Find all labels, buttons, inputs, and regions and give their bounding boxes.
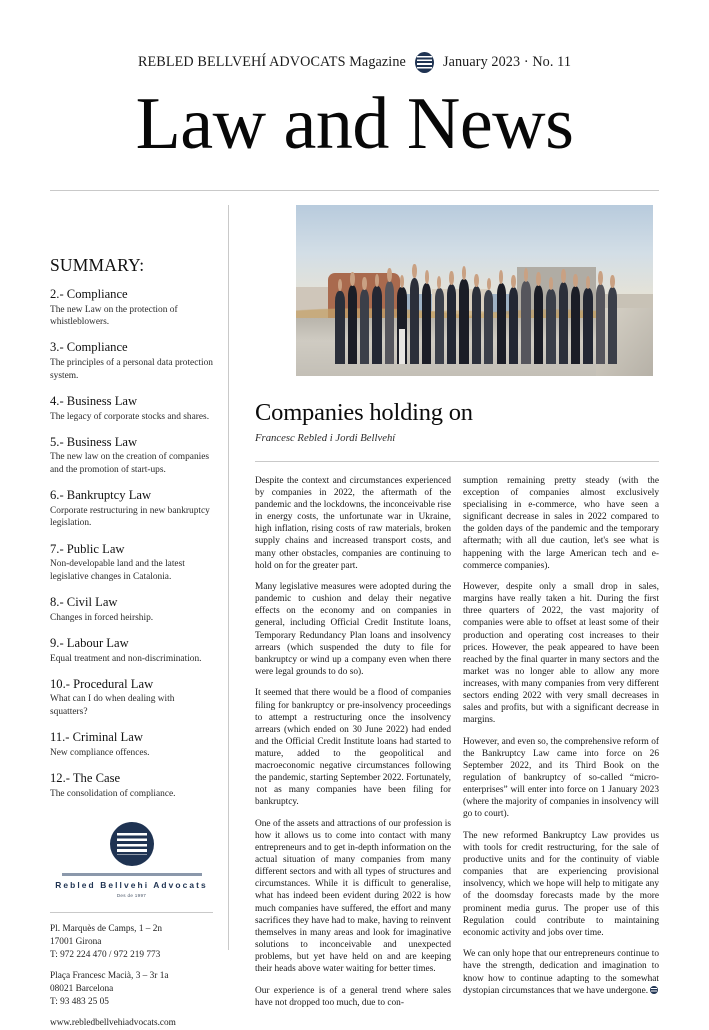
sidebar bbox=[50, 205, 213, 1030]
summary-item[interactable] bbox=[50, 435, 213, 477]
article-paragraph: Despite the context and circumstances experienced by companies in 2022, the aftermath of the pandemic and the lockdowns, the inconceivable rise in energy costs, the unfortunate war in Ukraine, high inflation, rising costs of raw materials, broken supply chains and increased transport costs, and many other obstacles, companies are continuing to hold on for the greater part. bbox=[255, 475, 451, 571]
summary-item-title: 5.- Business Law bbox=[50, 434, 138, 449]
masthead-divider bbox=[50, 190, 659, 191]
article-paragraph: However, despite only a small drop in sales, margins have really taken a hit. During the first three quarters of 2022, the vast majority of companies were able to offset at least some of their production and operating cost increases to their prices. However, the peak appeared to have been reached by the final quarter in many sectors and the market was no longer able to allow any more increases, with many companies from very different sectors ending 2022 with very small decreases in sales and profits, but with a significant decrease in margins. bbox=[463, 582, 659, 726]
summary-item[interactable] bbox=[50, 394, 213, 423]
summary-item-title: 10.- Procedural Law bbox=[50, 676, 154, 691]
summary-item-title: 2.- Compliance bbox=[50, 287, 128, 301]
summary-item[interactable] bbox=[50, 730, 213, 759]
summary-item-title: 3.- Compliance bbox=[50, 340, 128, 355]
summary-item-desc: The legacy of corporate stocks and shares. bbox=[50, 411, 210, 422]
office-girona bbox=[50, 923, 213, 961]
article-columns bbox=[255, 475, 659, 1018]
summary-item-title: 4.- Business Law bbox=[50, 393, 138, 408]
office-phone: T: 93 483 25 05 bbox=[50, 996, 109, 1007]
summary-item[interactable] bbox=[50, 677, 213, 719]
summary-item[interactable] bbox=[50, 287, 213, 329]
article bbox=[255, 205, 659, 1018]
summary-item-desc: Corporate restructuring in new bankruptcy legislation. bbox=[50, 505, 210, 529]
page-title: Law and News bbox=[135, 83, 574, 165]
summary-item-desc: What can I do when dealing with squatters? bbox=[50, 694, 175, 717]
summary-item[interactable] bbox=[50, 488, 213, 530]
office-city: 17001 Girona bbox=[50, 937, 102, 947]
office-barcelona bbox=[50, 970, 213, 1008]
office-street: Pl. Marquès de Camps, 1 – 2n bbox=[50, 924, 163, 935]
website-link[interactable]: www.rebledbellvehiadvocats.com bbox=[50, 1018, 176, 1029]
masthead-line bbox=[50, 52, 659, 73]
article-paragraph-text: We can only hope that our entrepreneurs continue to have the strength, dedication and imagination to know how to continue adapting to the somewhat dystopian circumstances that we have undergone. bbox=[463, 949, 659, 996]
summary-item-desc: Non-developable land and the latest legislative changes in Catalonia. bbox=[50, 559, 185, 582]
masthead bbox=[50, 52, 659, 165]
article-paragraph: Many legislative measures were adopted during the pandemic to cushion and delay their negative effects on the economy and on companies in general, including Official Credit Institute loans, Temporary Redundancy Plan loans and insolvency arrears (which suspended the duty to file for bankruptcy or wind up a company even when there were legal grounds to do so). bbox=[255, 582, 451, 677]
contact-block bbox=[50, 923, 213, 1030]
summary-item-desc: The principles of a personal data protection system. bbox=[50, 358, 213, 381]
article-paragraph: It seemed that there would be a flood of companies filing for bankruptcy or pre-insolvency proceedings to attempt a restructuring once the insolvency arrears (which ended on 30 June 2022) had ended and the Official Credit Institute loans had started to mature, added to the geopolitical and macroeconomic negative circumstances following the pandemic, starting September 2022. Fortunately, not as many companies have been filing for bankruptcy. bbox=[255, 688, 451, 808]
firm-logo-block bbox=[50, 822, 213, 898]
summary-heading: SUMMARY: bbox=[50, 255, 145, 275]
striped-circle-logo-icon bbox=[110, 822, 154, 866]
article-paragraph: Our experience is of a general trend where sales have not dropped too much, due to con- bbox=[255, 985, 451, 1008]
striped-circle-logo-icon bbox=[415, 52, 434, 73]
summary-item-desc: The new law on the creation of companies and the promotion of start-ups. bbox=[50, 452, 210, 475]
publication-name: REBLED BELLVEHÍ ADVOCATS Magazine bbox=[137, 54, 406, 70]
article-column-right bbox=[463, 475, 659, 1018]
office-street: Plaça Francesc Macià, 3 – 3r 1a bbox=[50, 971, 169, 982]
summary-item[interactable] bbox=[50, 542, 213, 584]
headline-divider bbox=[255, 461, 659, 462]
article-headline: Companies holding on bbox=[255, 399, 473, 426]
article-paragraph: However, and even so, the comprehensive reform of the Bankruptcy Law came into force on 26 September 2022, and its Third Book on the regulation of bankruptcy of so-called “micro-enterprises” will enter into force on 1 January 2023 (where the majority of companies in insolvency will go to court). bbox=[463, 736, 659, 820]
team-photo bbox=[296, 205, 653, 376]
office-city: 08021 Barcelona bbox=[50, 983, 114, 994]
issue-info: January 2023 · No. 11 bbox=[442, 54, 572, 70]
column-divider bbox=[228, 205, 229, 950]
article-paragraph: One of the assets and attractions of our profession is how it allows us to come into contact with many entrepreneurs and to get in-depth information on the actual situation of many companies from many different sectors and with all types of structures and circumstances. While it is difficult to generalise, what has indeed been evident during 2022 is how much companies have suffered, the effort and many sacrifices they have had to make, having to reinvent themselves in many areas and look for imaginative solutions to inconceivable and unexpected problems, but yet have held on and are keeping their heads above water waiting for better times. bbox=[255, 818, 451, 974]
summary-item-desc: Changes in forced heirship. bbox=[50, 612, 154, 623]
summary-item[interactable] bbox=[50, 771, 213, 800]
photo-people-group bbox=[335, 270, 617, 364]
article-paragraph: The new reformed Bankruptcy Law provides us with tools for credit restructuring, for the sale of productive units and for the continuity of viable companies that are experiencing provisional insolvency, which we hope will help to mitigate any of the doomsday forecasts made by the more prominent media gurus. The proper use of this Regulation could contribute to maintaining economic activity and jobs over time. bbox=[463, 830, 659, 938]
end-of-article-logo-icon bbox=[650, 986, 658, 994]
summary-item[interactable] bbox=[50, 340, 213, 382]
summary-item-desc: Equal treatment and non-discrimination. bbox=[50, 653, 202, 664]
summary-item-title: 12.- The Case bbox=[50, 770, 121, 785]
article-byline: Francesc Rebled i Jordi Bellvehí bbox=[255, 431, 396, 444]
summary-item[interactable] bbox=[50, 595, 213, 624]
firm-name: Rebled Bellvehi Advocats bbox=[55, 880, 208, 891]
summary-item-desc: New compliance offences. bbox=[50, 747, 150, 758]
summary-item-title: 11.- Criminal Law bbox=[50, 730, 143, 745]
summary-item-title: 9.- Labour Law bbox=[50, 635, 129, 650]
summary-item-title: 7.- Public Law bbox=[50, 541, 125, 556]
summary-item[interactable] bbox=[50, 636, 213, 665]
article-paragraph: sumption remaining pretty steady (with the exception of companies almost exclusively specialising in e-commerce, who have seen a significant decrease in sales in 2022 compared to the golden days of the pandemic and the temporary aftermath; with all due caution, let's see what is happening with the large American tech and e-commerce companies). bbox=[463, 475, 659, 571]
summary-item-title: 6.- Bankruptcy Law bbox=[50, 488, 152, 503]
logo-rule bbox=[62, 873, 202, 876]
summary-item-title: 8.- Civil Law bbox=[50, 594, 118, 609]
sidebar-divider bbox=[50, 912, 213, 913]
firm-since: Des de 1997 bbox=[116, 893, 147, 899]
summary-item-desc: The new Law on the protection of whistleblowers. bbox=[50, 304, 178, 328]
article-column-left bbox=[255, 475, 451, 1018]
summary-item-desc: The consolidation of compliance. bbox=[50, 788, 176, 799]
office-phone: T: 972 224 470 / 972 219 773 bbox=[50, 949, 161, 960]
article-paragraph-last bbox=[463, 948, 659, 996]
